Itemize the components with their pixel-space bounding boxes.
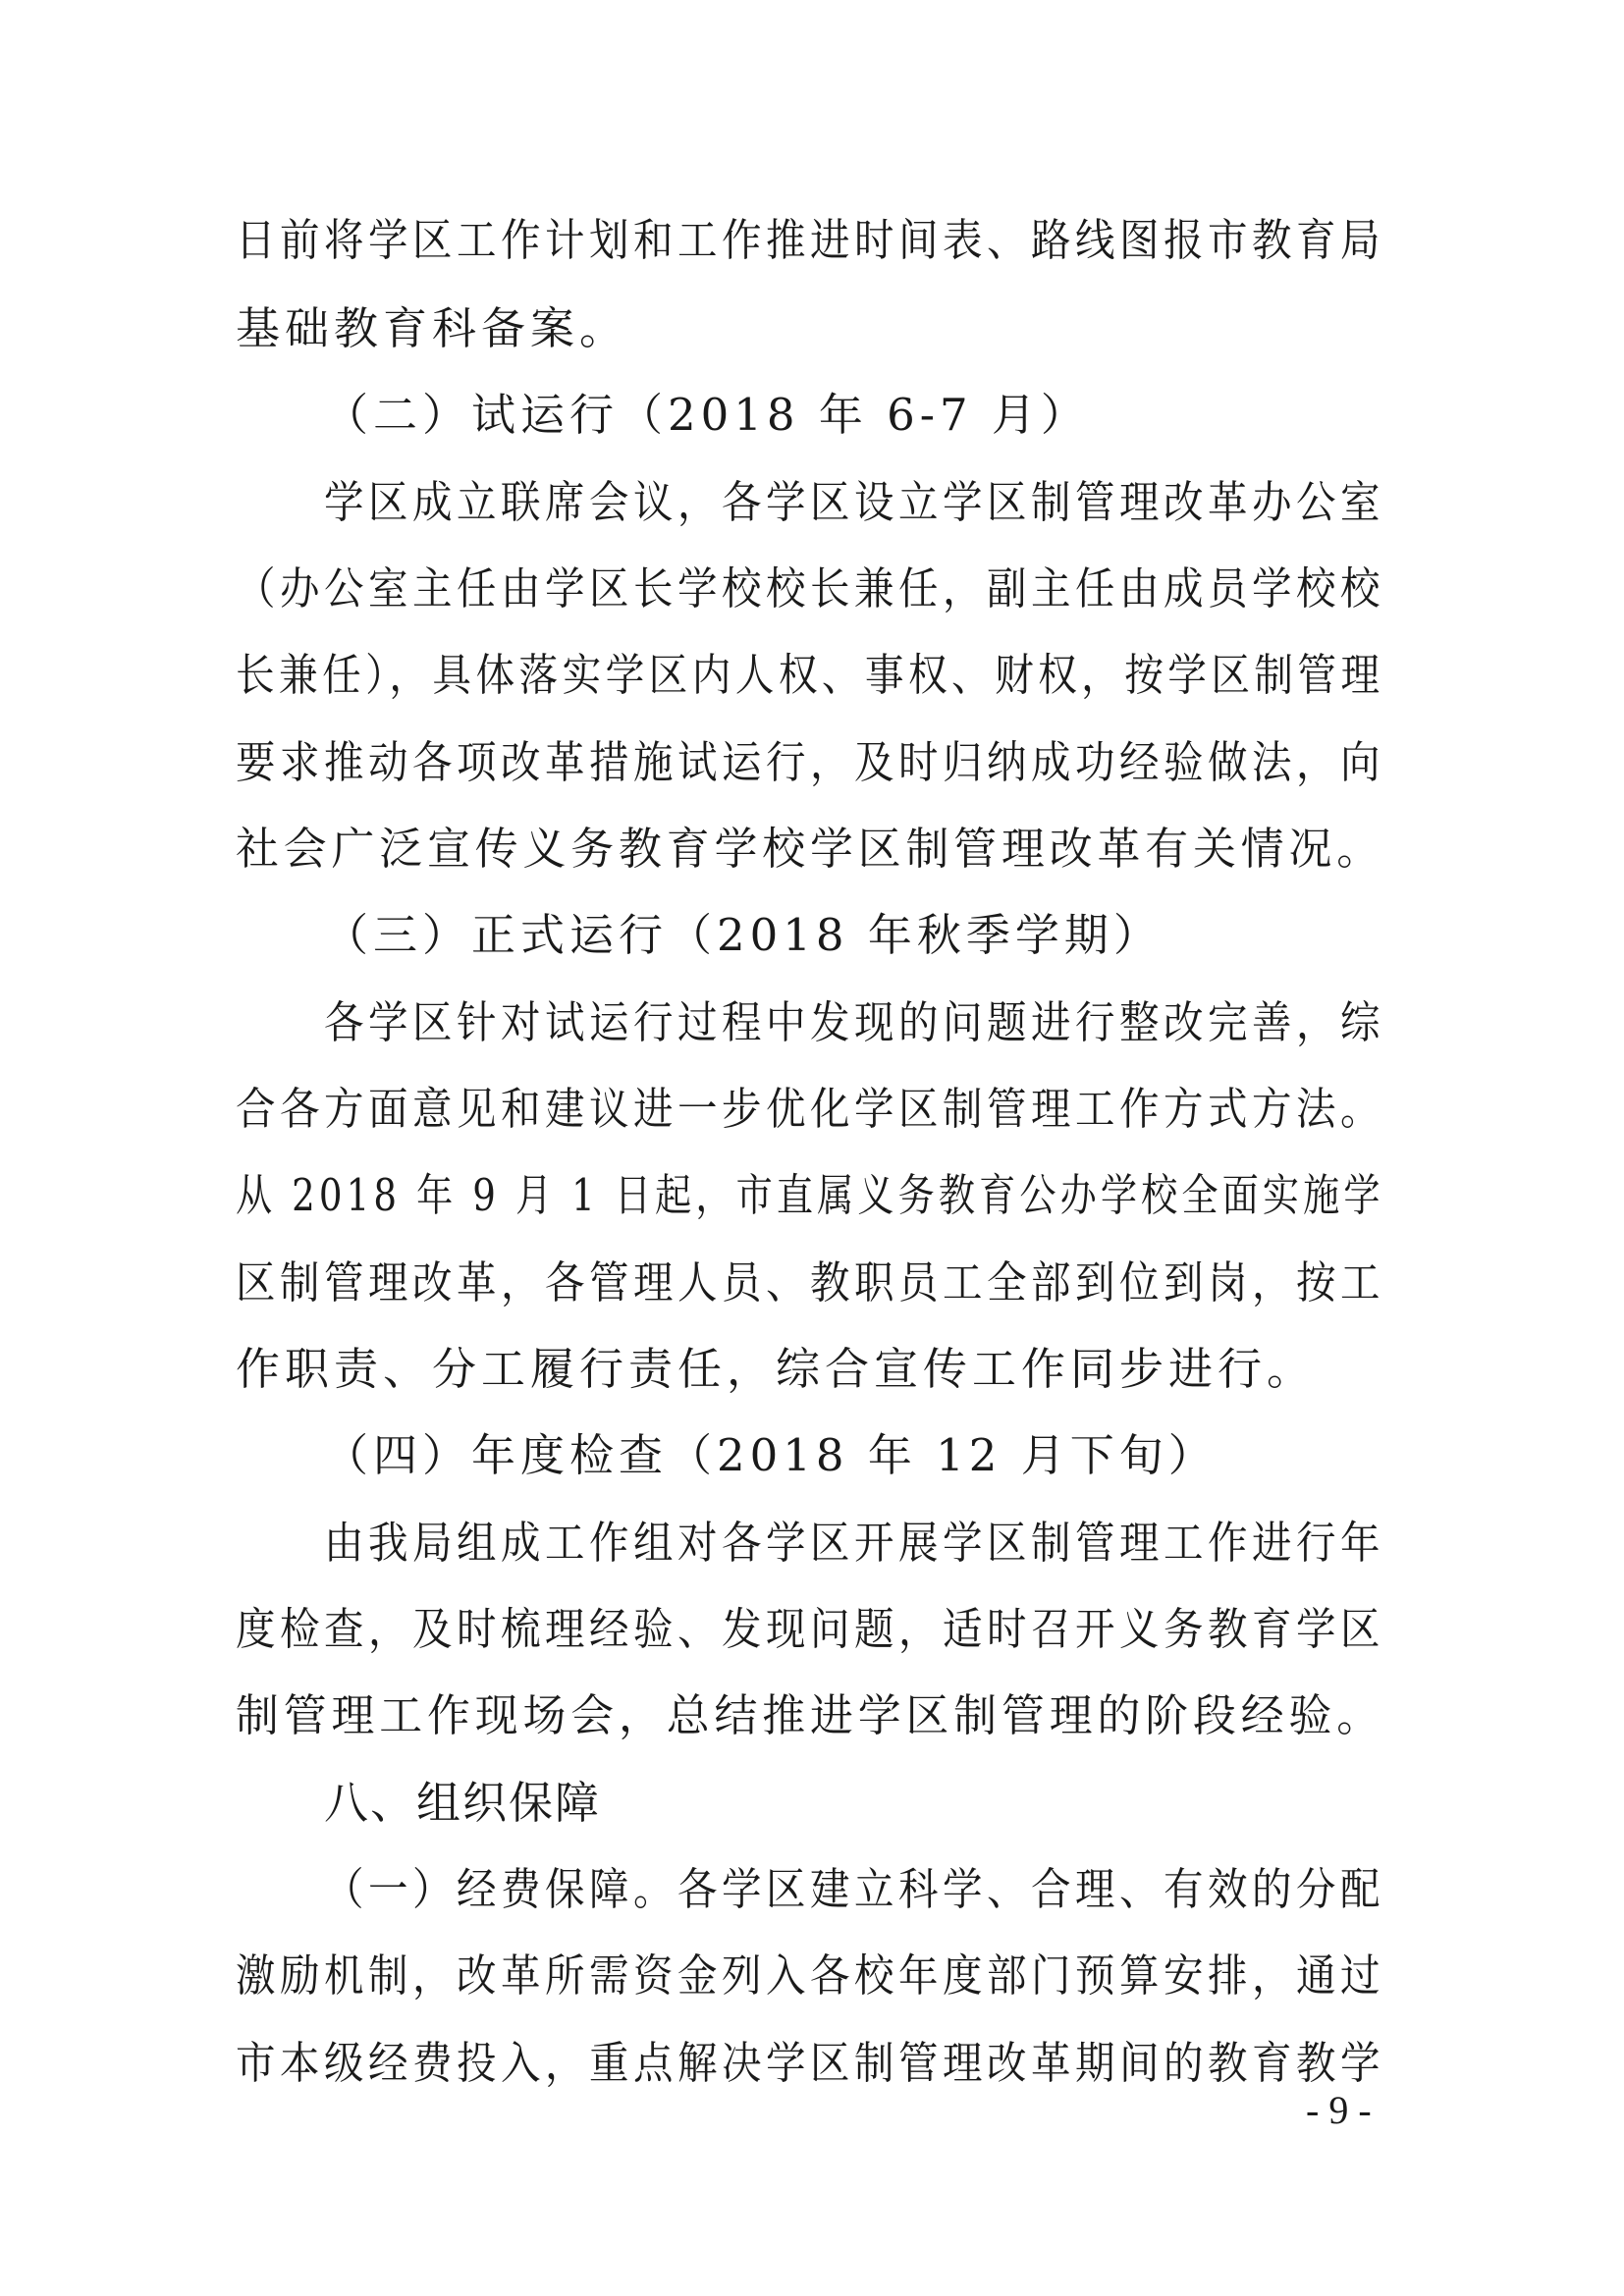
section-heading: 八、组织保障	[324, 1777, 602, 1829]
text-line: 社会广泛宣传义务教育学校学区制管理改革有关情况。	[236, 823, 1385, 875]
text-line: 由我局组成工作组对各学区开展学区制管理工作进行年	[324, 1517, 1385, 1569]
subsection-heading: （三）正式运行（2018 年秋季学期）	[324, 909, 1163, 961]
text-line: 基础教育科备案。	[236, 302, 629, 354]
text-line: 要求推动各项改革措施试运行，及时归纳成功经验做法，向	[236, 736, 1385, 788]
text-line: （办公室主任由学区长学校校长兼任，副主任由成员学校校	[236, 562, 1385, 614]
subsection-heading: （四）年度检查（2018 年 12 月下旬）	[324, 1429, 1218, 1481]
text-line: 从 2018 年 9 月 1 日起，市直属义务教育公办学校全面实施学	[236, 1169, 1384, 1221]
text-line: 日前将学区工作计划和工作推进时间表、路线图报市教育局	[236, 214, 1385, 266]
text-line: 区制管理改革，各管理人员、教职员工全部到位到岗，按工	[236, 1256, 1385, 1308]
text-line: （一）经费保障。各学区建立科学、合理、有效的分配	[324, 1863, 1385, 1915]
text-line: 制管理工作现场会，总结推进学区制管理的阶段经验。	[236, 1689, 1385, 1741]
text-line: 市本级经费投入，重点解决学区制管理改革期间的教育教学	[236, 2037, 1385, 2089]
subsection-heading: （二）试运行（2018 年 6-7 月）	[324, 389, 1090, 441]
text-line: 各学区针对试运行过程中发现的问题进行整改完善，综	[324, 996, 1385, 1048]
text-line: 合各方面意见和建议进一步优化学区制管理工作方式方法。	[236, 1083, 1385, 1135]
text-line: 度检查，及时梳理经验、发现问题，适时召开义务教育学区	[236, 1603, 1385, 1655]
page-number: - 9 -	[1306, 2088, 1372, 2132]
text-line: 长兼任），具体落实学区内人权、事权、财权，按学区制管理	[236, 649, 1384, 701]
text-line: 激励机制，改革所需资金列入各校年度部门预算安排，通过	[236, 1949, 1385, 2002]
text-line: 学区成立联席会议，各学区设立学区制管理改革办公室	[324, 476, 1385, 528]
text-line: 作职责、分工履行责任，综合宣传工作同步进行。	[236, 1343, 1317, 1395]
